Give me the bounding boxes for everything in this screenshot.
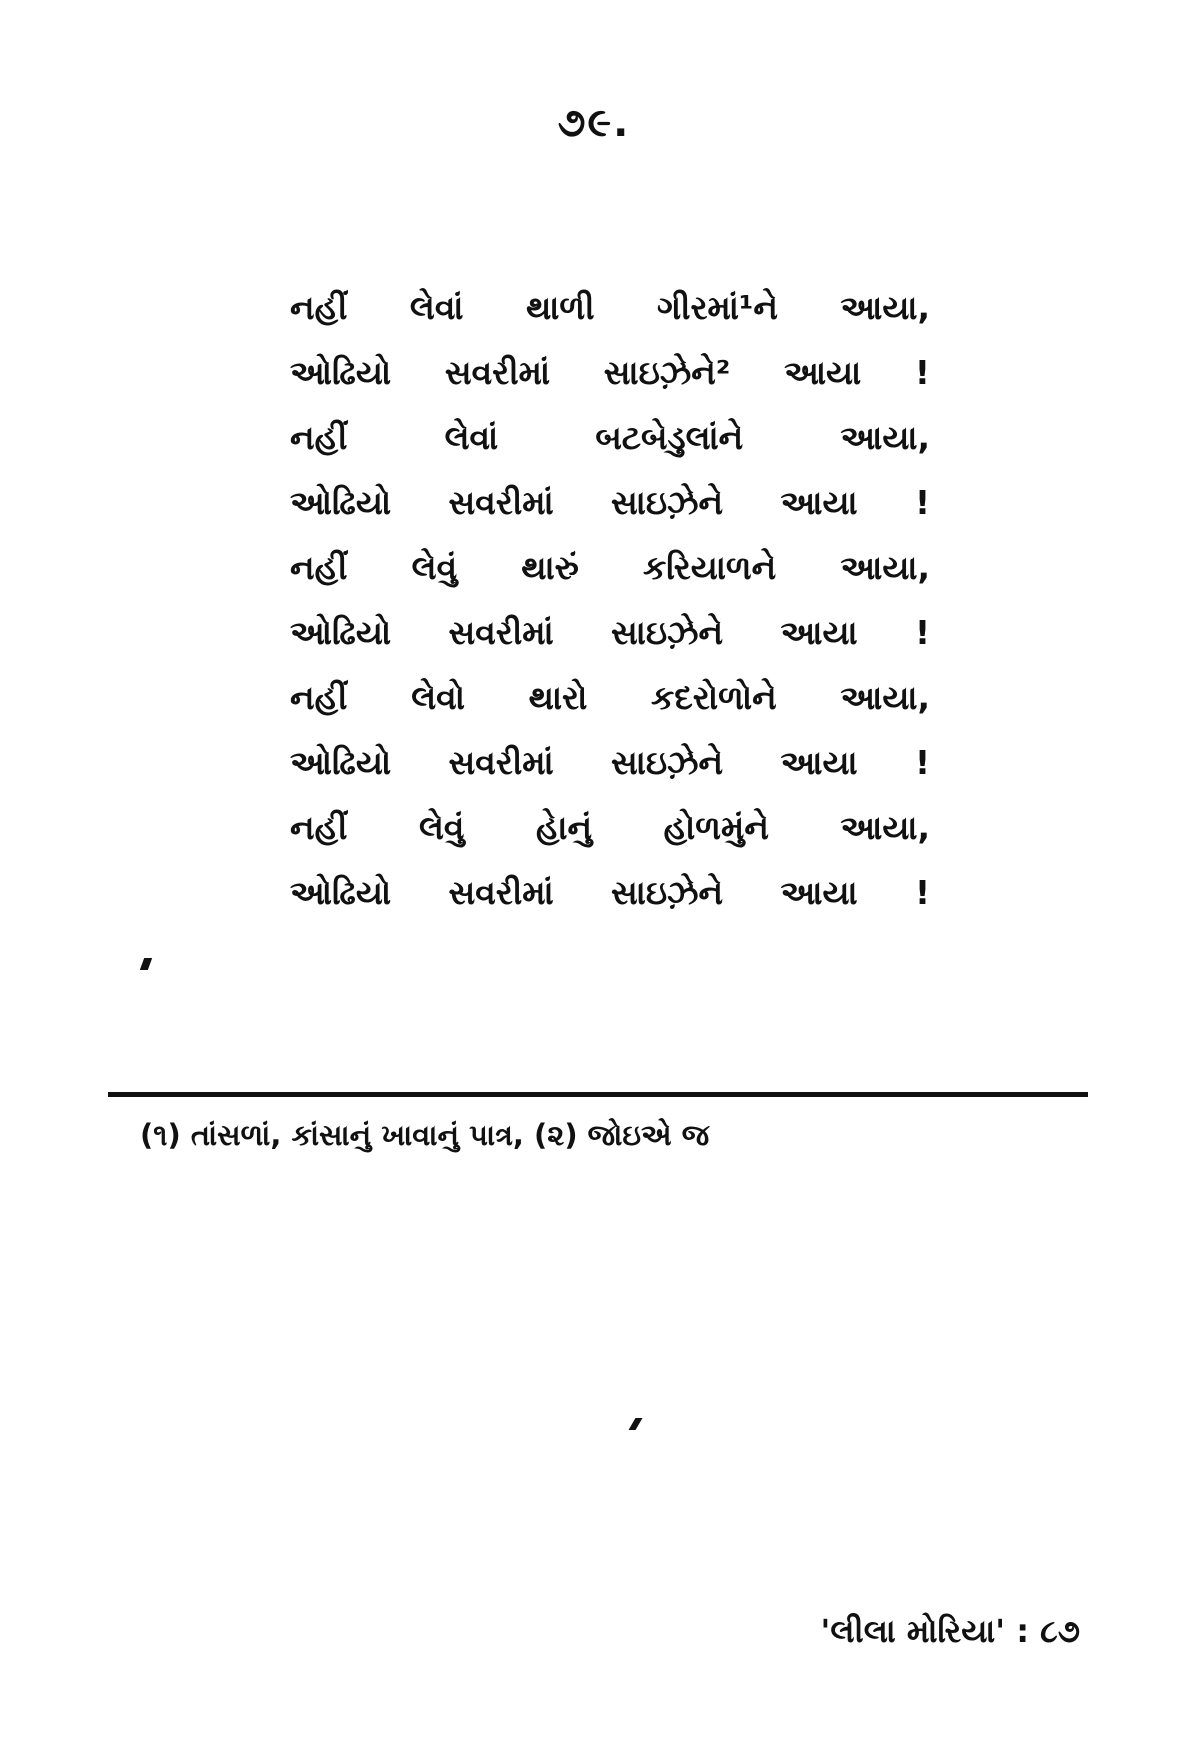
poem-word: આયા [780, 743, 858, 782]
poem-word: સવરીમાં [448, 483, 554, 522]
poem-line [290, 275, 930, 340]
poem-word: થાળી [525, 288, 595, 327]
poem-word: નહીં [290, 548, 348, 587]
poem-word: આયા [780, 873, 858, 912]
poem-word: લેવું [411, 548, 458, 587]
poem-word: ! [914, 483, 930, 522]
poem-word: આયા [784, 353, 862, 392]
poem-word: આયા, [840, 418, 930, 457]
poem-word: બટબેડુલાંને [595, 418, 744, 457]
poem-word: સાઇઝ઼ેને [611, 743, 724, 782]
poem-word: ઓઢિયો [290, 873, 392, 912]
poem-line [290, 730, 930, 795]
ink-speck [140, 958, 152, 970]
poem-word: લેવાં [409, 288, 464, 327]
poem-word: ઓઢિયો [290, 483, 392, 522]
poem-line [290, 600, 930, 665]
poem-word: આયા, [840, 548, 930, 587]
poem-word: નહીં [290, 288, 348, 327]
poem-word: ઓઢિયો [290, 353, 392, 392]
poem-word: હોળમુંને [663, 808, 769, 847]
poem-word: સાઇઝ઼ેને² [603, 353, 731, 392]
poem-word: આયા [780, 613, 858, 652]
poem-word: હેાનું [535, 808, 593, 847]
poem-word: સાઇઝ઼ેને [611, 873, 724, 912]
poem-line [290, 405, 930, 470]
poem-word: ઓઢિયો [290, 743, 392, 782]
ink-speck [629, 1418, 643, 1430]
running-footer: 'લીલા મોરિયા' : ૮૭ [820, 1612, 1080, 1650]
poem-word: આયા, [840, 678, 930, 717]
poem-word: ! [914, 873, 930, 912]
poem-line [290, 340, 930, 405]
poem-word: ! [914, 353, 930, 392]
poem-word: નહીં [290, 808, 348, 847]
poem-word: સવરીમાં [448, 743, 554, 782]
poem-word: કરિયાળને [642, 548, 777, 587]
poem-word: નહીં [290, 418, 348, 457]
poem-line [290, 470, 930, 535]
page-number-top: ૭૯. [557, 100, 631, 146]
poem-line [290, 535, 930, 600]
poem-word: સવરીમાં [448, 613, 554, 652]
poem-word: સાઇઝ઼ેને [611, 483, 724, 522]
poem-word: લેવાં [444, 418, 499, 457]
poem-word: ઓઢિયો [290, 613, 392, 652]
poem-word: સાઇઝ઼ેને [611, 613, 724, 652]
poem-word: આયા, [840, 288, 930, 327]
poem-word: સવરીમાં [444, 353, 551, 392]
poem-word: આયા [780, 483, 858, 522]
poem-word: આયા, [840, 808, 930, 847]
footnote: (૧) તાંસળાં, કાંસાનું ખાવાનું પાત્ર, (૨) જોઇએ જ [140, 1118, 710, 1152]
poem-word: કદરોળોને [651, 678, 777, 717]
poem-word: નહીં [290, 678, 348, 717]
poem-line [290, 795, 930, 860]
poem-line [290, 665, 930, 730]
poem-word: ! [914, 613, 930, 652]
poem-word: થારું [521, 548, 579, 587]
poem-line [290, 860, 930, 925]
poem-word: ગીરમાં¹ને [656, 288, 778, 327]
poem-word: ! [914, 743, 930, 782]
poem-word: થારો [528, 678, 588, 717]
footnote-divider [108, 1092, 1088, 1097]
poem-word: લેવું [418, 808, 465, 847]
poem-word: સવરીમાં [448, 873, 554, 912]
poem-word: લેવો [411, 678, 465, 717]
poem [290, 275, 930, 925]
